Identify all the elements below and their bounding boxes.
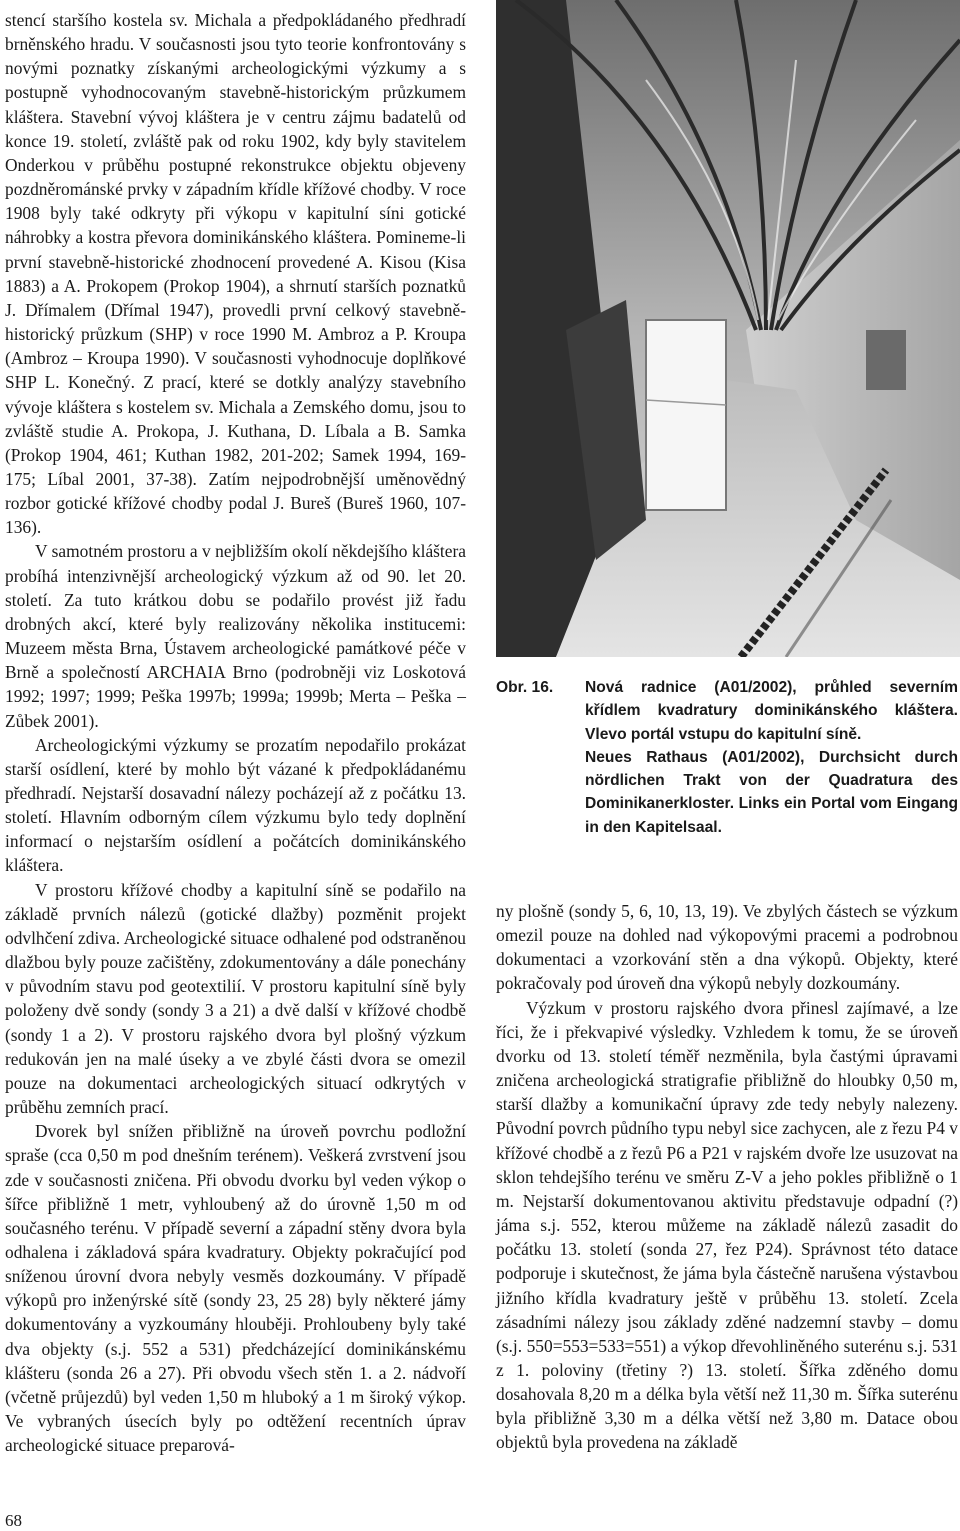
caption-czech: Nová radnice (A01/2002), průhled severním křídlem kvadratury dominikánského kláštera. Vlevo portál vstupu do kapitulní síně.: [585, 679, 958, 743]
page-number: 68: [5, 1511, 22, 1530]
paragraph: stencí staršího kostela sv. Michala a předpokládaného předhradí brněnského hradu. V současnosti jsou tyto teorie konfrontovány s novými poznatky získanými archeologickými výzkumy a s postupně vyhodnocovaným stavebně-historickým průzkumem kláštera. Stavební vývoj kláštera je v centru zájmu badatelů od konce 19. století, zvláště pak od roku 1902, kdy byly stavitelem Onderkou v průběhu postupné rekonstrukce objektu objeveny pozdněrománské prvky v západním křídle křížové chodby. V roce 1908 byly také odkryty při výkopu v kapitulní síni gotické náhrobky a kostra převora dominikánského kláštera. Pomineme-li první stavebně-historické zhodnocení provedené A. Kisou (Kisa 1883) a A. Prokopem (Prokop 1904), a shrnutí starších poznatků J. Dřímalem (Dřímal 1947), provedli první celkový stavebně-historický průzkum (SHP) v roce 1990 M. Ambroz a P. Kroupa (Ambroz – Kroupa 1990). V současnosti vyhodnocuje doplňkové SHP L. Konečný. Z prací, které se dotkly analýzy stavebního vývoje kláštera s kostelem sv. Michala a Zemského domu, jsou to zvláště studie A. Prokopa, J. Kuthana, D. Líbala a B. Samka (Prokop 1904, 461; Kuthan 1982, 201-202; Samek 1994, 169-175; Líbal 2001, 37-38). Zatím nejpodrobnější uměnovědný rozbor gotické křížové chodby podal J. Bureš (Bureš 1960, 107-136).: [5, 10, 466, 538]
figure-label: Obr. 16.: [496, 679, 554, 696]
cloister-corridor-photo: [496, 0, 960, 657]
paragraph: V prostoru křížové chodby a kapitulní síně se podařilo na základě prvních nálezů (gotické dlažby) pozměnit projekt odvlhčení zdiva. Archeologické situace odhalené pod odstraněnou dlažbou byly pouze začištěny, zdokumentovány a dále ponechány v původním stavu pod geotextilií. V prostoru kapitulní síně byly položeny dvě sondy (sondy 3 a 21) a dvě další v křížové chodbě (sondy 1 a 2). V prostoru rajského dvora byl plošný výzkum redukován jen na malé úseky a ve zbylé části dvora se omezil pouze na dokumentaci archeologických situací odkrytých v průběhu zemních prací.: [5, 879, 466, 1118]
caption-text: [585, 676, 958, 839]
right-text-column: [496, 899, 958, 1455]
paragraph: Archeologickými výzkumy se prozatím nepodařilo prokázat starší osídlení, které by mohlo být vázané k předpokládanému předhradí. Nejstarší dosavadní nálezy pocházejí až z počátku 13. století. Hlavním odborným cílem výzkumu bylo tedy doplnění informací o nejstarším osídlení a počátcích dominikánského kláštera.: [5, 734, 466, 876]
paragraph: ny plošně (sondy 5, 6, 10, 13, 19). Ve zbylých částech se výzkum omezil pouze na dohled nad výkopovými pracemi a podrobnou dokumentaci a vzorkování stěn a dna výkopů. Objekty, které pokračovaly pod úroveň dna výkopů nebyly dozkoumány.: [496, 901, 958, 994]
left-text-column: [5, 8, 466, 1457]
paragraph: V samotném prostoru a v nejbližším okolí někdejšího kláštera probíhá intenzivnější archeologický výzkum až od 90. let 20. století. Za tuto krátkou dobu se podařilo provést již řadu drobných akcí, které byly realizovány několika institucemi: Muzeem města Brna, Ústavem archeologické památkové péče v Brně a společností ARCHAIA Brno (podrobněji viz Loskotová 1992; 1997; 1999; Peška 1997b; 1999a; 1999b; Merta – Peška – Zůbek 2001).: [5, 541, 466, 731]
photo-illustration: [496, 0, 960, 657]
paragraph: Výzkum v prostoru rajského dvora přinesl zajímavé, a lze říci, že i překvapivé výsledky. Vzhledem k tomu, že se úroveň dvorku od 13. století téměř nezměnila, byla častými úpravami zničena archeologická stratigrafie přibližně do hloubky 0,50 m, starší dlažby a komunikační úpravy zde tedy nebyly nalezeny. Původní povrch půdního typu nebyl sice zachycen, ale z řezu P4 v křížové chodbě a z řezů P6 a P21 v rajském dvoře lze usuzovat na sklon tehdejšího terénu ve směru Z-V a jeho pokles přibližně o 1 m. Nejstarší dokumentovanou aktivitu představuje odpadní (?) jáma s.j. 552, kterou můžeme na základě nálezů zasadit do počátku 13. století (sonda 27, řez P24). Správnost této datace podporuje i skutečnost, že jáma byla částečně narušena výstavbou jižního křídla kvadratury ještě v průběhu 13. století. Zcela zásadními nálezy jsou základy zděné nadzemní stavby – domu (s.j. 550=553=533=551) a výkop dřevohliněného suterénu s.j. 531 z 1. poloviny (třetiny ?) 13. století. Šířka zděného domu dosahovala 8,20 m a délka byla větší než 11,30 m. Šířka suterénu byla přibližně 3,30 m a délka větší než 3,80 m. Datace obou objektů byla provedena na základě: [496, 997, 958, 1453]
caption-german: Neues Rathaus (A01/2002), Durchsicht durch nördlichen Trakt von der Quadratura des Dominikanerkloster. Links ein Portal vom Eingang in den Kapitelsaal.: [585, 748, 958, 836]
paragraph: Dvorek byl snížen přibližně na úroveň povrchu podložní spraše (cca 0,50 m pod dnešním terénem). Veškerá zvrstvení jsou zde v současnosti zničena. Při obvodu dvorku byl veden výkop o šířce přibližně 1 metr, vyhloubený až do úrovně 1,50 m od současného terénu. V případě severní a západní stěny dvora byla odhalena i základová spára kvadratury. Objekty pokračující pod sníženou úrovní dvora nebyly vesměs dozkoumány. V případě výkopů pro inženýrské sítě (sondy 23, 25 28) byly některé jámy dokumentovány a vyzkoumány hlouběji. Prohloubeny byly také dva objekty (s.j. 552 a 531) předcházející dominikánskému klášteru (sonda 26 a 27). Při obvodu všech stěn 1. a 2. nádvoří (včetně průjezdů) byl veden 1,50 m hluboký a 1 m široký výkop. Ve vybraných úsecích byly po odtěžení recentních úprav archeologické situace preparová-: [5, 1121, 466, 1456]
